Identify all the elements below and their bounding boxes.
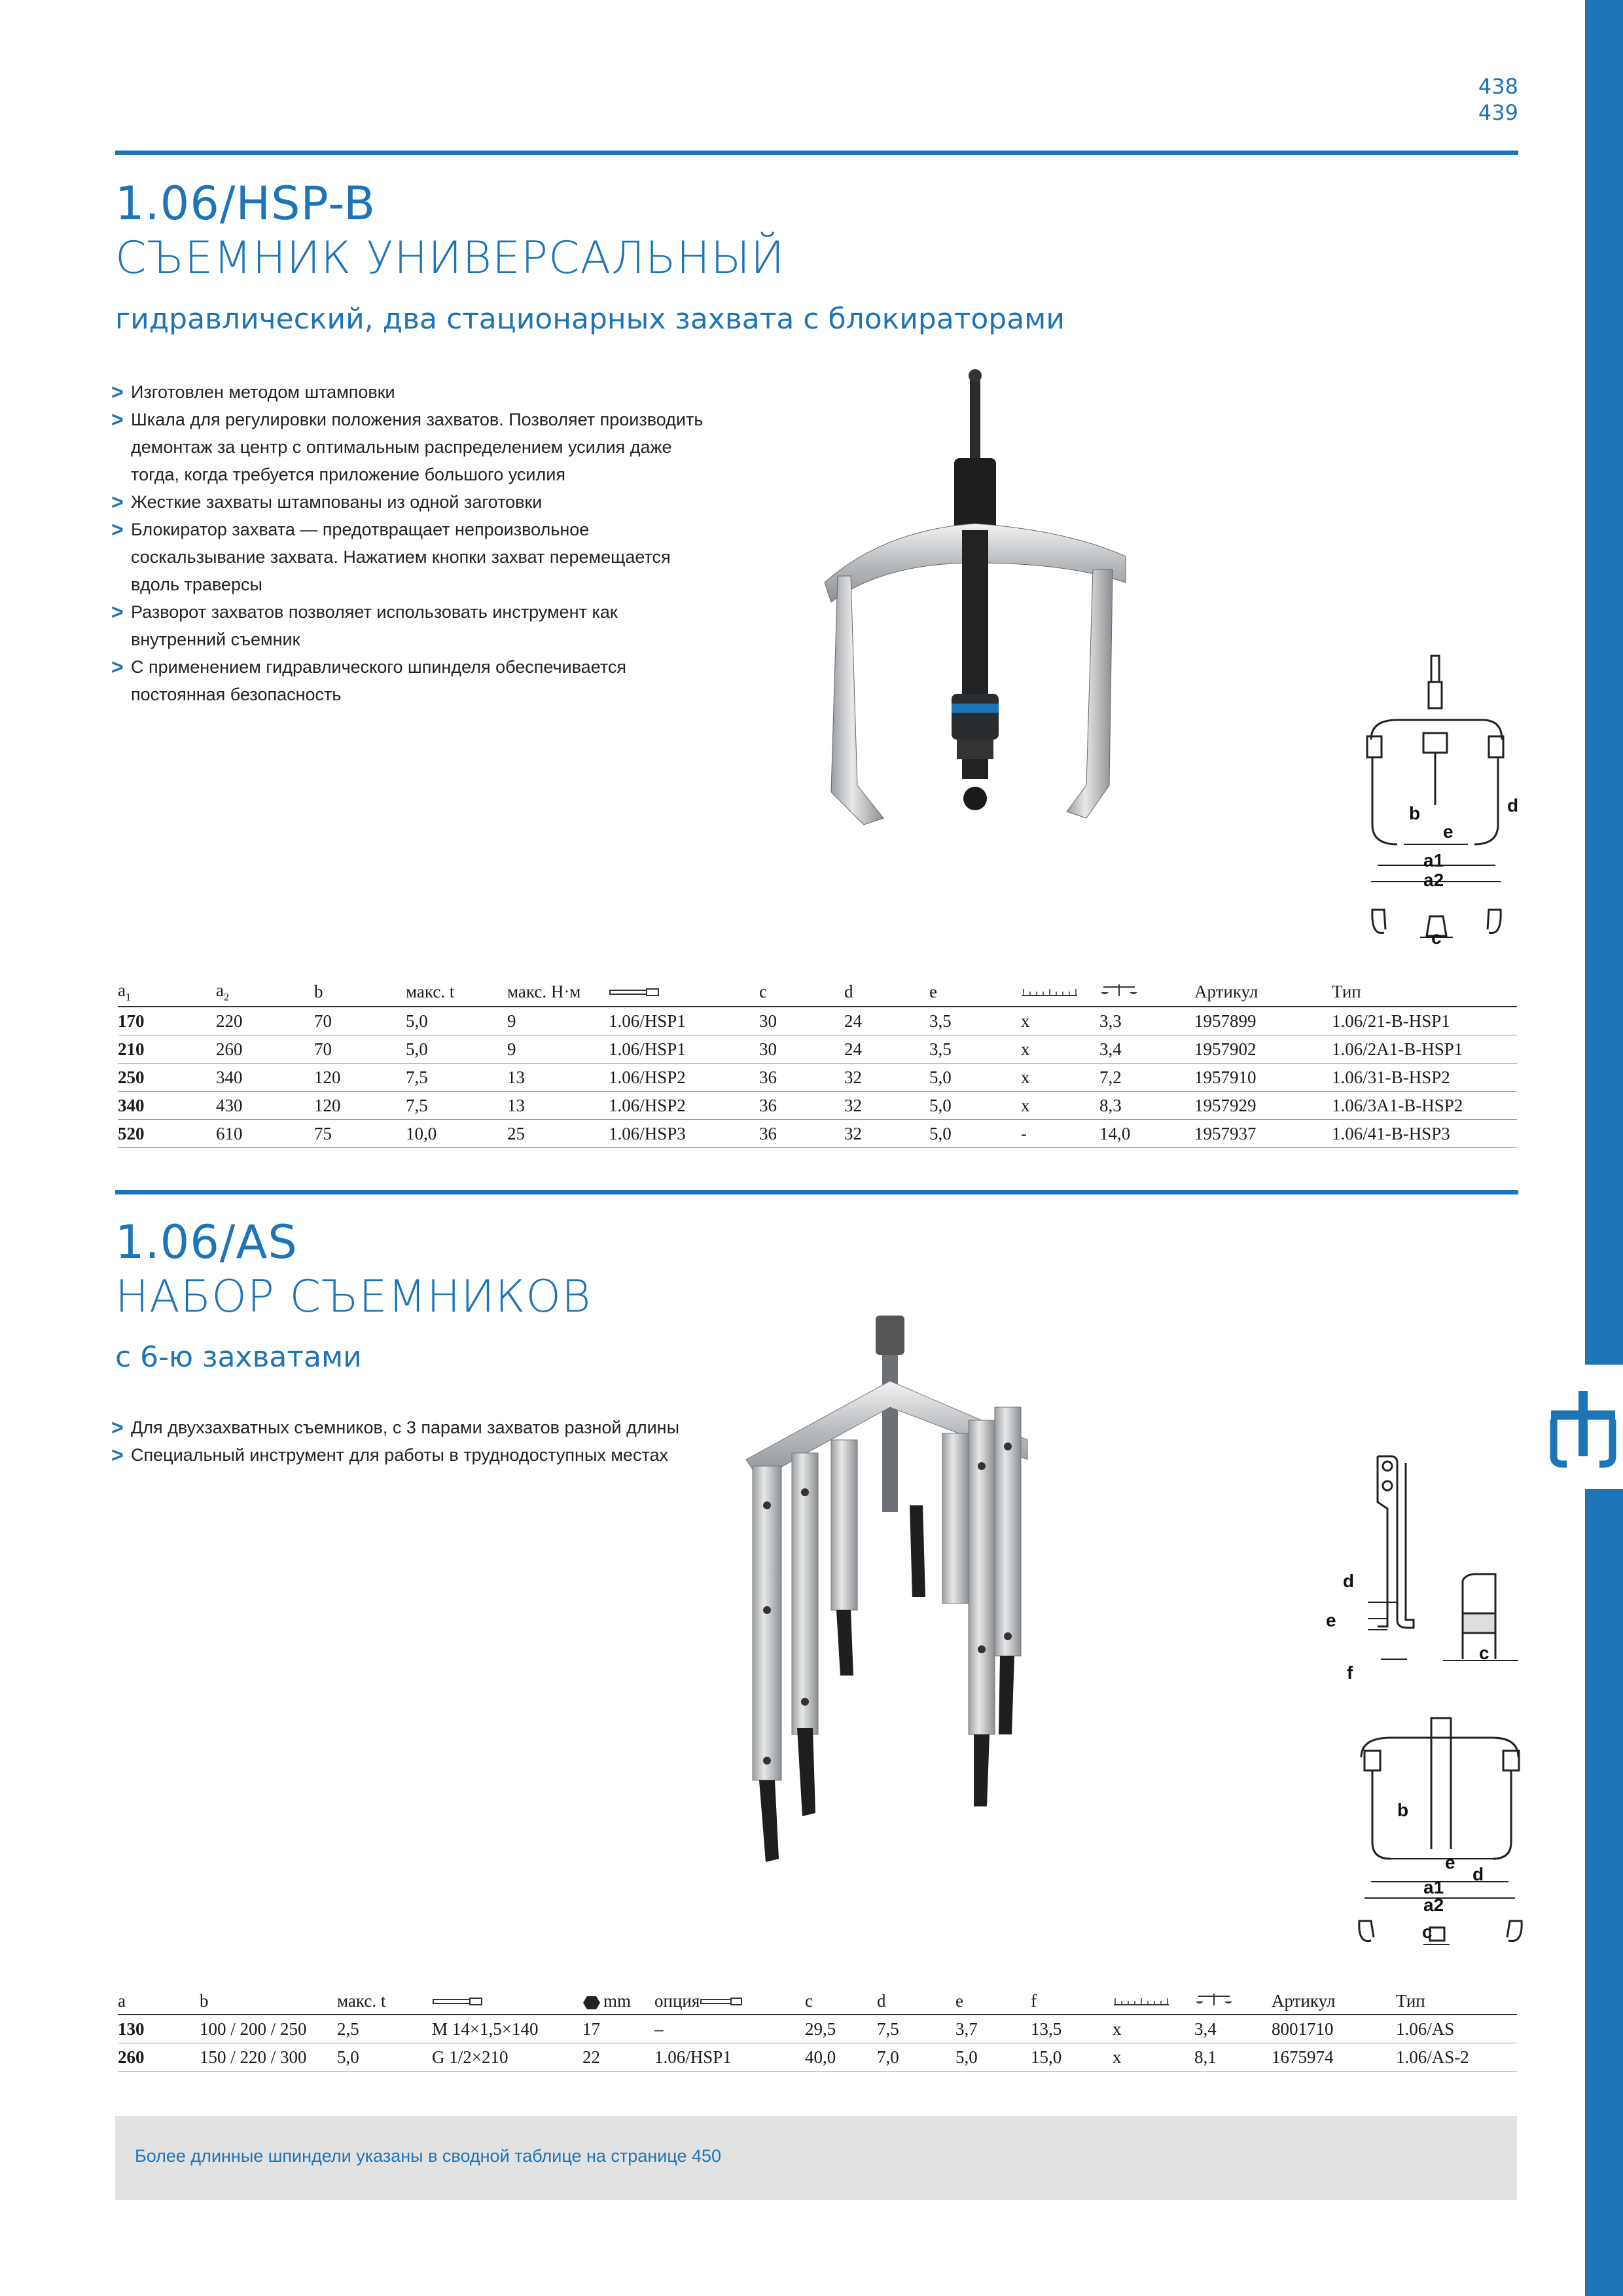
cell-scale: x <box>1021 1007 1099 1035</box>
cell-weight: 8,3 <box>1099 1092 1194 1120</box>
cell-c: 36 <box>759 1092 844 1120</box>
section-divider <box>115 1190 1518 1194</box>
cell-wrench: 22 <box>582 2043 654 2072</box>
col-max-t: макс. t <box>406 977 507 1007</box>
dimension-diagram-puller-set <box>1345 1712 1535 1954</box>
spindle-icon <box>432 1996 484 2007</box>
product-code: 1.06/AS <box>115 1215 298 1269</box>
cell-type: 1.06/AS <box>1396 2015 1517 2043</box>
cell-a2: 610 <box>216 1120 314 1148</box>
cell-a: 130 <box>118 2015 200 2043</box>
cell-weight: 14,0 <box>1099 1120 1194 1148</box>
cell-spindle: 1.06/HSP2 <box>609 1092 759 1120</box>
cell-weight: 3,4 <box>1099 1035 1194 1064</box>
product-subtitle: гидравлический, два стационарных захвата с блокираторами <box>115 302 1065 336</box>
cell-a2: 430 <box>216 1092 314 1120</box>
feature-text: демонтаж за центр с оптимальным распределением усилия даже <box>131 437 672 457</box>
cell-a2: 340 <box>216 1064 314 1092</box>
cell-option: 1.06/HSP1 <box>654 2043 805 2072</box>
feature-text: соскальзывание захвата. Нажатием кнопки захват перемещается <box>131 547 671 567</box>
table-row <box>118 1007 1517 1035</box>
col-b: b <box>314 977 406 1007</box>
section-divider <box>115 151 1518 155</box>
col-spindle <box>432 1987 582 2015</box>
cell-wrench: 17 <box>582 2015 654 2043</box>
dim-label-a1: a1 <box>1423 850 1444 870</box>
dim-label-b: b <box>1409 803 1421 823</box>
dimension-diagram-hydraulic-puller <box>1358 648 1535 949</box>
cell-spindle: 1.06/HSP1 <box>609 1007 759 1035</box>
product-code: 1.06/HSP-B <box>115 177 376 230</box>
cell-article: 1957929 <box>1194 1092 1332 1120</box>
spec-table-as <box>118 1987 1517 2072</box>
feature-text: Шкала для регулировки положения захватов. Позволяет производить <box>131 410 704 429</box>
cell-d: 24 <box>844 1007 929 1035</box>
feature-text: Разворот захватов позволяет использовать инструмент как <box>131 602 618 622</box>
cell-e: 3,7 <box>955 2015 1031 2043</box>
dim-label-e: e <box>1326 1610 1336 1630</box>
cell-b: 100 / 200 / 250 <box>200 2015 337 2043</box>
cell-max-t: 7,5 <box>406 1064 507 1092</box>
cell-article: 1957902 <box>1194 1035 1332 1064</box>
table-row <box>118 1064 1517 1092</box>
feature-item <box>111 378 703 406</box>
cell-article: 1675974 <box>1272 2043 1396 2072</box>
col-a2: $a_2$ <box>216 977 314 1007</box>
feature-text: вдоль траверсы <box>131 575 262 594</box>
cell-max-nm: 25 <box>507 1120 609 1148</box>
chevron-right-icon: > <box>111 380 124 404</box>
puller-icon <box>1544 1365 1623 1489</box>
cell-scale: x <box>1113 2043 1194 2072</box>
cell-spindle: 1.06/HSP2 <box>609 1064 759 1092</box>
product-subtitle: с 6-ю захватами <box>115 1340 362 1374</box>
product-name: НАБОР СЪЕМНИКОВ <box>115 1271 592 1323</box>
cell-d: 7,0 <box>877 2043 955 2072</box>
col-article: Артикул <box>1194 977 1332 1007</box>
cell-e: 3,5 <box>929 1035 1021 1064</box>
cell-weight: 3,3 <box>1099 1007 1194 1035</box>
cell-weight: 7,2 <box>1099 1064 1194 1092</box>
cell-e: 5,0 <box>929 1120 1021 1148</box>
chevron-right-icon: > <box>111 1416 124 1439</box>
product-photo-puller-set <box>720 1309 1060 1872</box>
table-header-row <box>118 1987 1517 2015</box>
cell-weight: 8,1 <box>1194 2043 1272 2072</box>
cell-b: 70 <box>314 1035 406 1064</box>
dim-label-c: c <box>1431 927 1442 948</box>
col-option <box>654 1987 805 2015</box>
col-c: c <box>759 977 844 1007</box>
hex-wrench-icon <box>582 1995 601 2011</box>
col-wrench-label: mm <box>603 1991 632 2011</box>
scale-icon <box>1021 986 1080 997</box>
feature-list <box>111 378 703 708</box>
note-text: Более длинные шпиндели указаны в сводной таблице на странице 450 <box>135 2146 722 2166</box>
feature-item <box>111 488 703 516</box>
cell-article: 1957899 <box>1194 1007 1332 1035</box>
chevron-right-icon: > <box>111 408 124 431</box>
cell-d: 32 <box>844 1064 929 1092</box>
cell-b: 120 <box>314 1092 406 1120</box>
cell-d: 32 <box>844 1092 929 1120</box>
cell-spindle: M 14×1,5×140 <box>432 2015 582 2043</box>
col-wrench <box>582 1987 654 2015</box>
cell-scale: x <box>1021 1035 1099 1064</box>
feature-item <box>111 406 703 488</box>
col-type: Тип <box>1332 977 1517 1007</box>
cell-type: 1.06/AS-2 <box>1396 2043 1517 2072</box>
col-scale <box>1113 1987 1194 2015</box>
cell-a1: 210 <box>118 1035 216 1064</box>
col-weight <box>1099 977 1194 1007</box>
cell-max-nm: 9 <box>507 1035 609 1064</box>
col-e: e <box>955 1987 1031 2015</box>
cell-d: 7,5 <box>877 2015 955 2043</box>
dim-label-a2: a2 <box>1423 870 1444 890</box>
cell-max-t: 10,0 <box>406 1120 507 1148</box>
cell-spindle: 1.06/HSP1 <box>609 1035 759 1064</box>
col-e: e <box>929 977 1021 1007</box>
cell-d: 24 <box>844 1035 929 1064</box>
cell-a2: 220 <box>216 1007 314 1035</box>
col-d: d <box>844 977 929 1007</box>
cell-max-t: 7,5 <box>406 1092 507 1120</box>
note-box <box>115 2116 1517 2200</box>
weight-icon <box>1194 1992 1234 2007</box>
col-a1: $a_1$ <box>118 977 216 1007</box>
feature-text: Изготовлен методом штамповки <box>131 382 395 402</box>
cell-e: 3,5 <box>929 1007 1021 1035</box>
col-type: Тип <box>1396 1987 1517 2015</box>
page-number-right: 439 <box>1478 100 1518 125</box>
cell-max-t: 5,0 <box>406 1007 507 1035</box>
cell-scale: - <box>1021 1120 1099 1148</box>
cell-b: 75 <box>314 1120 406 1148</box>
feature-item <box>111 1414 679 1441</box>
table-header-row <box>118 977 1517 1007</box>
spec-table-hsp-b <box>118 977 1517 1148</box>
cell-e: 5,0 <box>955 2043 1031 2072</box>
chevron-right-icon: > <box>111 600 124 624</box>
feature-list <box>111 1414 679 1469</box>
cell-d: 32 <box>844 1120 929 1148</box>
cell-spindle: G 1/2×210 <box>432 2043 582 2072</box>
cell-e: 5,0 <box>929 1092 1021 1120</box>
feature-item <box>111 1441 679 1469</box>
dim-label-e: e <box>1445 1852 1455 1873</box>
cell-a: 260 <box>118 2043 200 2072</box>
col-f: f <box>1031 1987 1113 2015</box>
cell-f: 13,5 <box>1031 2015 1113 2043</box>
feature-text: Специальный инструмент для работы в труднодоступных местах <box>131 1445 669 1465</box>
cell-type: 1.06/21-B-HSP1 <box>1332 1007 1517 1035</box>
col-a: a <box>118 1987 200 2015</box>
cell-type: 1.06/41-B-HSP3 <box>1332 1120 1517 1148</box>
scale-icon <box>1113 1995 1171 2007</box>
cell-option: – <box>654 2015 805 2043</box>
page-numbers <box>1478 73 1518 126</box>
dim-label-c: c <box>1479 1643 1489 1663</box>
dim-label-e: e <box>1443 821 1454 842</box>
product-name: СЪЕМНИК УНИВЕРСАЛЬНЫЙ <box>115 232 785 284</box>
cell-scale: x <box>1021 1092 1099 1120</box>
dim-label-c: c <box>1422 1922 1433 1942</box>
product-photo-hydraulic-puller <box>785 367 1178 851</box>
table-row <box>118 1092 1517 1120</box>
chevron-right-icon: > <box>111 655 124 679</box>
cell-max-t: 5,0 <box>337 2043 432 2072</box>
dim-label-d: d <box>1343 1571 1355 1591</box>
cell-c: 30 <box>759 1035 844 1064</box>
feature-text: Блокиратор захвата — предотвращает непроизвольное <box>131 520 590 539</box>
col-article: Артикул <box>1272 1987 1396 2015</box>
cell-b: 120 <box>314 1064 406 1092</box>
feature-text: Жесткие захваты штампованы из одной заготовки <box>131 492 543 512</box>
table-row <box>118 2043 1517 2072</box>
dim-label-f: f <box>1347 1662 1353 1683</box>
cell-max-nm: 9 <box>507 1007 609 1035</box>
col-spindle <box>609 977 759 1007</box>
cell-a1: 340 <box>118 1092 216 1120</box>
spindle-icon <box>609 987 661 997</box>
cell-a1: 250 <box>118 1064 216 1092</box>
feature-item <box>111 516 703 598</box>
cell-c: 36 <box>759 1120 844 1148</box>
feature-text: Для двухзахватных съемников, с 3 парами захватов разной длины <box>131 1418 679 1437</box>
dim-label-d: d <box>1507 795 1519 816</box>
feature-item <box>111 653 703 708</box>
cell-max-t: 2,5 <box>337 2015 432 2043</box>
feature-item <box>111 598 703 653</box>
cell-c: 36 <box>759 1064 844 1092</box>
chevron-right-icon: > <box>111 518 124 541</box>
page-number-left: 438 <box>1478 74 1518 99</box>
feature-text: тогда, когда требуется приложение большого усилия <box>131 465 565 484</box>
cell-a1: 520 <box>118 1120 216 1148</box>
cell-max-t: 5,0 <box>406 1035 507 1064</box>
cell-c: 40,0 <box>805 2043 877 2072</box>
sidebar-icon-area <box>1544 1365 1623 1489</box>
cell-spindle: 1.06/HSP3 <box>609 1120 759 1148</box>
col-c: c <box>805 1987 877 2015</box>
cell-weight: 3,4 <box>1194 2015 1272 2043</box>
chevron-right-icon: > <box>111 490 124 514</box>
cell-a1: 170 <box>118 1007 216 1035</box>
cell-b: 150 / 220 / 300 <box>200 2043 337 2072</box>
cell-max-nm: 13 <box>507 1092 609 1120</box>
cell-scale: x <box>1113 2015 1194 2043</box>
cell-type: 1.06/3A1-B-HSP2 <box>1332 1092 1517 1120</box>
jaw-detail-diagram <box>1315 1450 1531 1705</box>
col-max-nm: макс. Н·м <box>507 977 609 1007</box>
table-row <box>118 2015 1517 2043</box>
cell-type: 1.06/2A1-B-HSP1 <box>1332 1035 1517 1064</box>
weight-icon <box>1099 983 1139 997</box>
col-max-t: макс. t <box>337 1987 432 2015</box>
col-d: d <box>877 1987 955 2015</box>
cell-max-nm: 13 <box>507 1064 609 1092</box>
feature-text: внутренний съемник <box>131 630 300 649</box>
cell-f: 15,0 <box>1031 2043 1113 2072</box>
cell-c: 29,5 <box>805 2015 877 2043</box>
dim-label-b: b <box>1397 1800 1409 1820</box>
cell-article: 1957937 <box>1194 1120 1332 1148</box>
cell-type: 1.06/31-B-HSP2 <box>1332 1064 1517 1092</box>
dim-label-d: d <box>1472 1864 1484 1884</box>
cell-c: 30 <box>759 1007 844 1035</box>
col-weight <box>1194 1987 1272 2015</box>
feature-text: С применением гидравлического шпинделя обеспечивается <box>131 657 627 677</box>
chevron-right-icon: > <box>111 1443 124 1467</box>
table-row <box>118 1120 1517 1148</box>
dim-label-a1: a1 <box>1423 1877 1444 1897</box>
table-row <box>118 1035 1517 1064</box>
col-b: b <box>200 1987 337 2015</box>
cell-b: 70 <box>314 1007 406 1035</box>
cell-article: 8001710 <box>1272 2015 1396 2043</box>
cell-scale: x <box>1021 1064 1099 1092</box>
cell-a2: 260 <box>216 1035 314 1064</box>
col-option-label: опция <box>654 1991 700 2011</box>
cell-article: 1957910 <box>1194 1064 1332 1092</box>
feature-text: постоянная безопасность <box>131 685 342 704</box>
dim-label-a2: a2 <box>1423 1895 1444 1915</box>
col-scale <box>1021 977 1099 1007</box>
sidebar-accent-bar <box>1585 0 1623 2296</box>
cell-e: 5,0 <box>929 1064 1021 1092</box>
spindle-option-icon <box>700 1996 745 2007</box>
